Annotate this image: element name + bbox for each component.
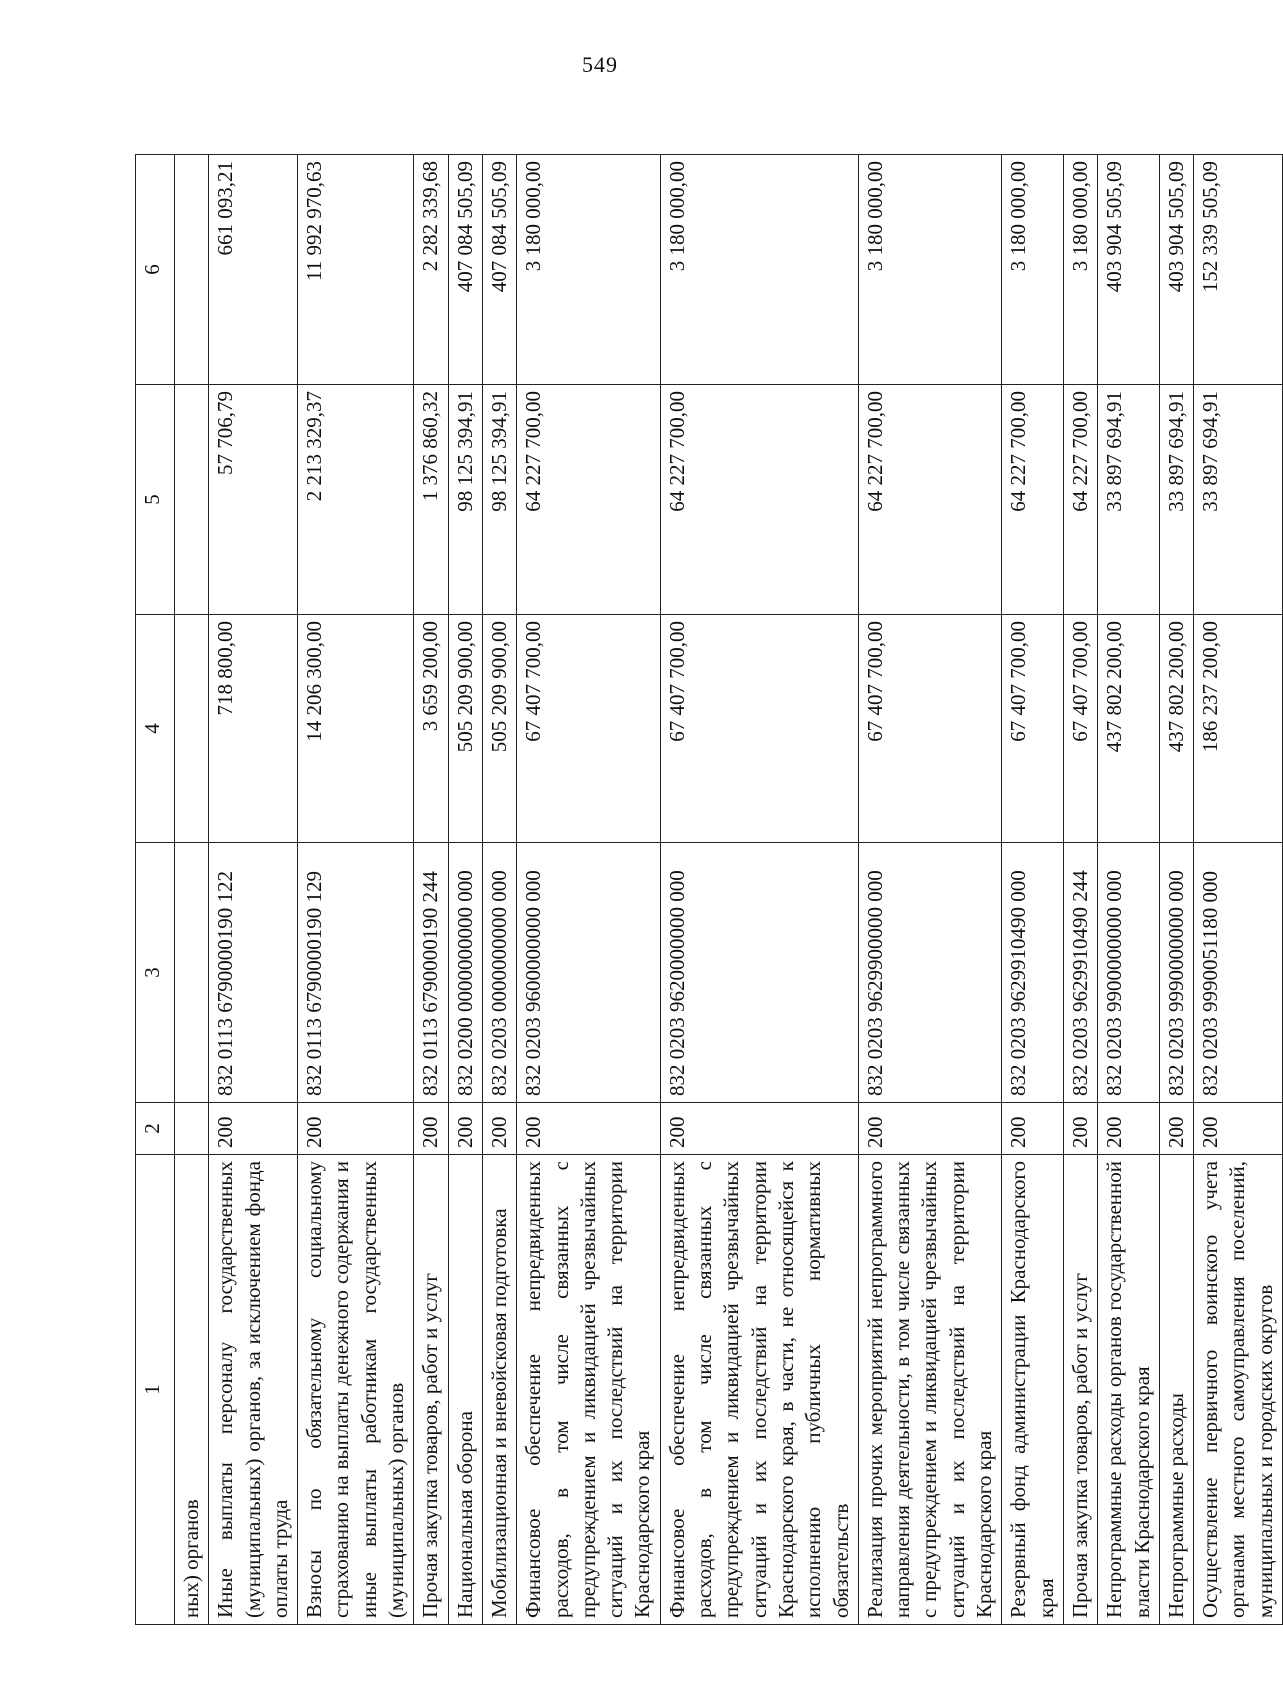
row-executed-amount-cell: 33 897 694,91 [1194,385,1283,615]
row-executed-amount-cell: 64 227 700,00 [1063,385,1097,615]
row-kbk-cell: 832 0203 9600000000 000 [517,843,660,1103]
row-kbk-cell: 832 0200 0000000000 000 [448,843,482,1103]
row-kbk-cell: 832 0113 6790000190 244 [414,843,448,1103]
row-approved-amount-cell: 186 237 200,00 [1194,615,1283,843]
row-code-cell: 200 [1194,1103,1283,1155]
table-row [1159,155,1193,1625]
header-cell: 1 [136,1155,175,1625]
row-remaining-amount-cell: 152 339 505,09 [1194,155,1283,385]
row-executed-amount-cell: 33 897 694,91 [1098,385,1160,615]
row-executed-amount-cell: 64 227 700,00 [1002,385,1064,615]
table-row [660,155,858,1625]
row-executed-amount-cell: 64 227 700,00 [660,385,858,615]
row-executed-amount-cell: 98 125 394,91 [448,385,482,615]
header-row [136,155,175,1625]
header-cell: 3 [136,843,175,1103]
table-row [175,155,209,1625]
table-row [209,155,298,1625]
row-remaining-amount-cell: 3 180 000,00 [1063,155,1097,385]
row-approved-amount-cell: 67 407 700,00 [660,615,858,843]
row-kbk-cell: 832 0203 9990051180 000 [1194,843,1283,1103]
row-name-cell: Финансовое обеспечение непредвиденных расходов, в том числе связанных с предупреждением и ликвидацией чрезвычайных ситуаций и их последствий на территории Краснодарского края [517,1155,660,1625]
table-row [448,155,482,1625]
row-name-cell: Прочая закупка товаров, работ и услуг [414,1155,448,1625]
row-remaining-amount-cell: 2 282 339,68 [414,155,448,385]
row-executed-amount-cell: 2 213 329,37 [298,385,414,615]
row-kbk-cell: 832 0203 0000000000 000 [482,843,516,1103]
row-kbk-cell: 832 0203 9629900000 000 [858,843,1001,1103]
row-name-cell: Непрограммные расходы органов государственной власти Краснодарского края [1098,1155,1160,1625]
row-approved-amount-cell: 14 206 300,00 [298,615,414,843]
row-kbk-cell: 832 0113 6790000190 129 [298,843,414,1103]
header-cell: 4 [136,615,175,843]
page-number: 549 [582,52,618,77]
row-name-cell: Финансовое обеспечение непредвиденных расходов, в том числе связанных с предупреждением и ликвидацией чрезвычайных ситуаций и их последствий на территории Краснодарского края, в части, не относящейся к исполнению публичных нормативных обязательств [660,1155,858,1625]
row-code-cell: 200 [298,1103,414,1155]
row-code-cell: 200 [1002,1103,1064,1155]
row-approved-amount-cell: 437 802 200,00 [1159,615,1193,843]
table-row [414,155,448,1625]
row-kbk-cell: 832 0203 9620000000 000 [660,843,858,1103]
row-approved-amount-cell: 67 407 700,00 [1063,615,1097,843]
row-code-cell: 200 [414,1103,448,1155]
row-remaining-amount-cell: 3 180 000,00 [1002,155,1064,385]
row-name-cell: Взносы по обязательному социальному страхованию на выплаты денежного содержания и иные выплаты работникам государственных (муниципальных) органов [298,1155,414,1625]
row-executed-amount-cell [175,385,209,615]
row-code-cell: 200 [448,1103,482,1155]
row-code-cell: 200 [1098,1103,1160,1155]
table-row [858,155,1001,1625]
row-kbk-cell: 832 0203 9990000000 000 [1159,843,1193,1103]
row-executed-amount-cell: 33 897 694,91 [1159,385,1193,615]
row-remaining-amount-cell: 3 180 000,00 [660,155,858,385]
row-kbk-cell: 832 0203 9629910490 000 [1002,843,1064,1103]
row-kbk-cell: 832 0203 9900000000 000 [1098,843,1160,1103]
table-row [482,155,516,1625]
row-approved-amount-cell: 505 209 900,00 [448,615,482,843]
row-name-cell: Мобилизационная и вневойсковая подготовка [482,1155,516,1625]
table-row [1194,155,1283,1625]
rotated-table-wrapper [135,155,1277,1625]
header-cell: 6 [136,155,175,385]
row-remaining-amount-cell: 407 084 505,09 [448,155,482,385]
row-executed-amount-cell: 57 706,79 [209,385,298,615]
row-approved-amount-cell: 3 659 200,00 [414,615,448,843]
row-remaining-amount-cell: 407 084 505,09 [482,155,516,385]
budget-table [135,154,1283,1625]
row-code-cell: 200 [482,1103,516,1155]
row-executed-amount-cell: 98 125 394,91 [482,385,516,615]
row-code-cell: 200 [1063,1103,1097,1155]
row-remaining-amount-cell: 661 093,21 [209,155,298,385]
table-row [1098,155,1160,1625]
table-row [1063,155,1097,1625]
row-remaining-amount-cell: 403 904 505,09 [1159,155,1193,385]
row-approved-amount-cell: 718 800,00 [209,615,298,843]
row-approved-amount-cell: 67 407 700,00 [858,615,1001,843]
row-code-cell: 200 [858,1103,1001,1155]
row-remaining-amount-cell [175,155,209,385]
header-cell: 5 [136,385,175,615]
row-approved-amount-cell: 505 209 900,00 [482,615,516,843]
header-cell: 2 [136,1103,175,1155]
row-approved-amount-cell [175,615,209,843]
row-executed-amount-cell: 64 227 700,00 [858,385,1001,615]
row-remaining-amount-cell: 3 180 000,00 [517,155,660,385]
row-name-cell: Непрограммные расходы [1159,1155,1193,1625]
row-executed-amount-cell: 1 376 860,32 [414,385,448,615]
row-name-cell: Иные выплаты персоналу государственных (муниципальных) органов, за исключением фонда оплаты труда [209,1155,298,1625]
row-approved-amount-cell: 437 802 200,00 [1098,615,1160,843]
row-name-cell: Национальная оборона [448,1155,482,1625]
table-row [1002,155,1064,1625]
row-kbk-cell: 832 0203 9629910490 244 [1063,843,1097,1103]
row-executed-amount-cell: 64 227 700,00 [517,385,660,615]
row-kbk-cell [175,843,209,1103]
row-approved-amount-cell: 67 407 700,00 [1002,615,1064,843]
table-row [298,155,414,1625]
table-row [517,155,660,1625]
row-name-cell: Осуществление первичного воинского учета органами местного самоуправления поселений, муниципальных и городских округов [1194,1155,1283,1625]
row-code-cell [175,1103,209,1155]
row-code-cell: 200 [660,1103,858,1155]
row-code-cell: 200 [1159,1103,1193,1155]
row-name-cell: Прочая закупка товаров, работ и услуг [1063,1155,1097,1625]
row-code-cell: 200 [517,1103,660,1155]
row-remaining-amount-cell: 3 180 000,00 [858,155,1001,385]
row-name-cell: ных) органов [175,1155,209,1625]
row-remaining-amount-cell: 11 992 970,63 [298,155,414,385]
row-remaining-amount-cell: 403 904 505,09 [1098,155,1160,385]
row-kbk-cell: 832 0113 6790000190 122 [209,843,298,1103]
row-name-cell: Реализация прочих мероприятий непрограммного направления деятельности, в том числе связанных с предупреждением и ликвидацией чрезвычайных ситуаций и их последствий на территории Краснодарского края [858,1155,1001,1625]
row-code-cell: 200 [209,1103,298,1155]
row-name-cell: Резервный фонд администрации Краснодарского края [1002,1155,1064,1625]
row-approved-amount-cell: 67 407 700,00 [517,615,660,843]
